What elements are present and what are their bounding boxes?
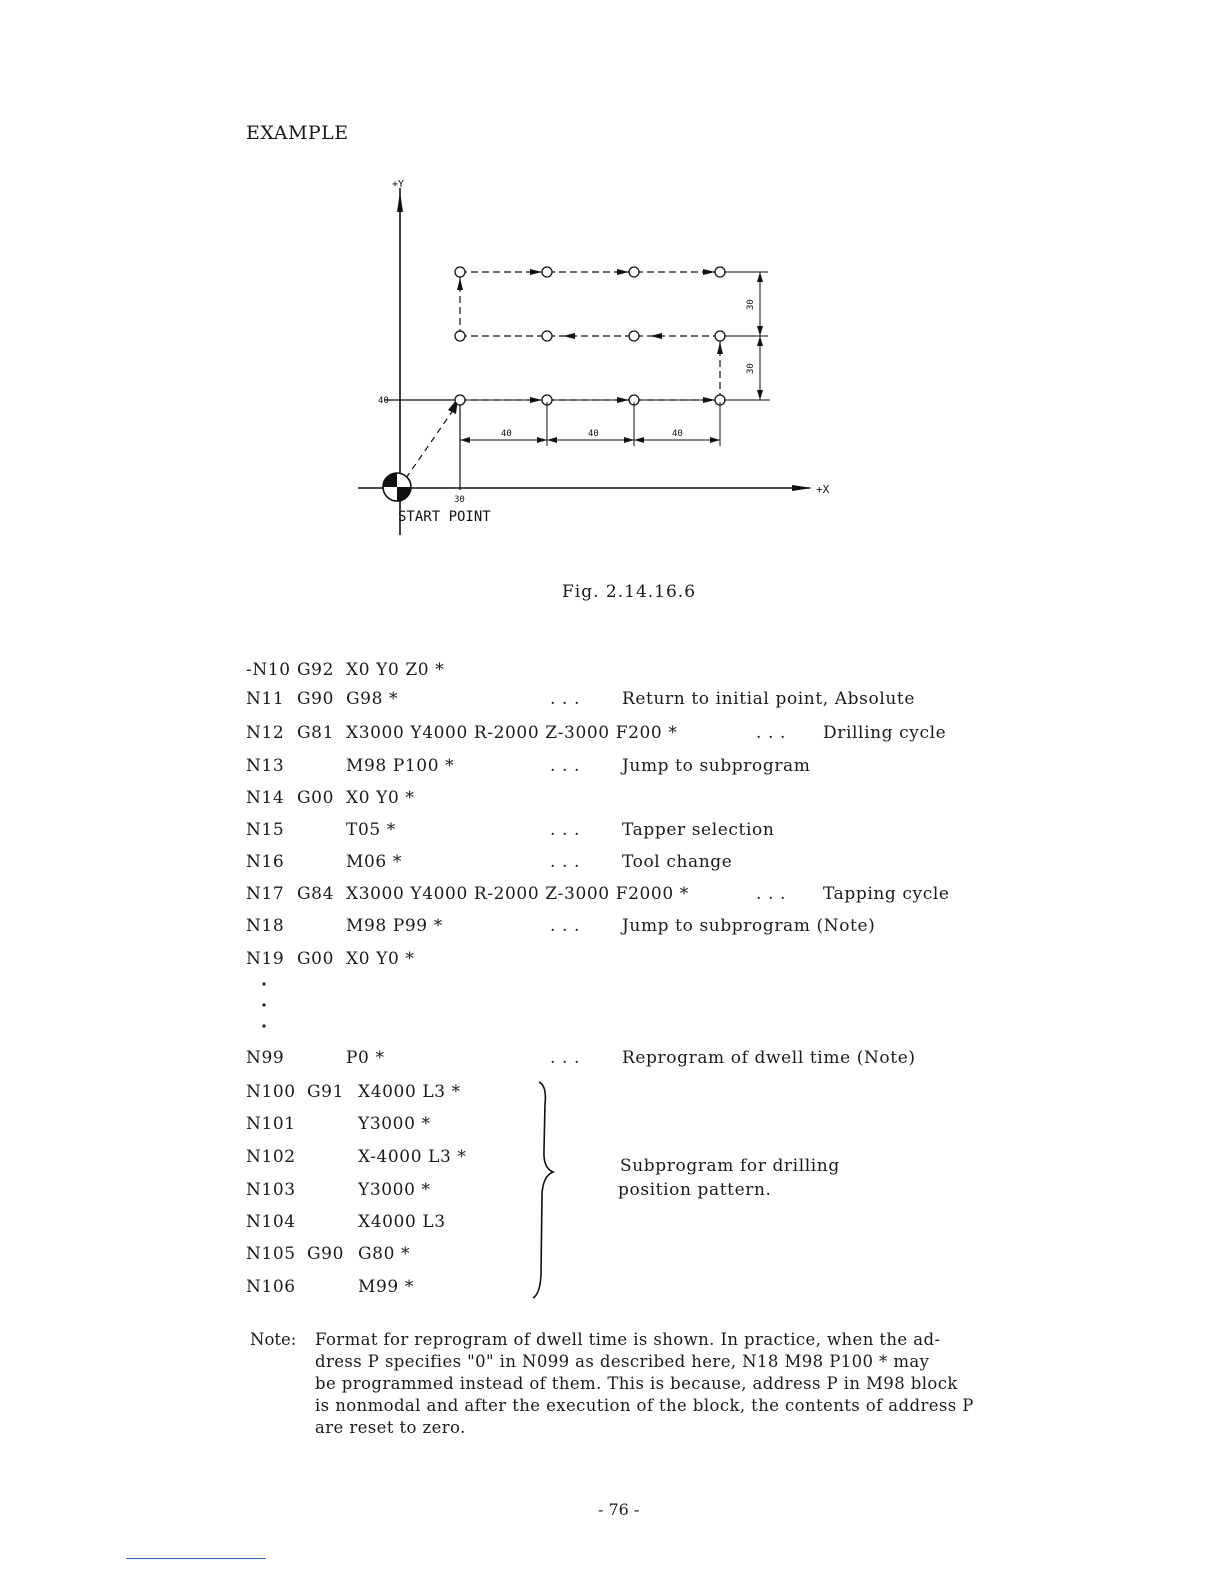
program-line-n10 — [246, 660, 291, 680]
program-line-n17: N17 — [246, 884, 285, 904]
program-line-n13-dots: . . . — [550, 756, 581, 776]
program-line-n104-code: X4000 L3 — [358, 1212, 446, 1232]
heading: EXAMPLE — [246, 122, 349, 144]
program-line-n19: N19 — [246, 949, 285, 969]
program-line-n16-comment: Tool change — [622, 852, 733, 872]
program-line-n17-dots: . . . — [756, 884, 787, 904]
page-number: - 76 - — [598, 1500, 640, 1519]
program-line-n16-dots: . . . — [550, 852, 581, 872]
subprogram-comment-line-2: position pattern. — [618, 1180, 772, 1200]
program-line-n15-comment: Tapper selection — [622, 820, 775, 840]
note-line-4: is nonmodal and after the execution of the block, the contents of address P — [315, 1396, 974, 1415]
program-line-n18-comment: Jump to subprogram (Note) — [622, 916, 876, 936]
program-line-n99-dots: . . . — [550, 1048, 581, 1068]
start-point-marker — [383, 473, 411, 501]
program-line-n101: N101 — [246, 1114, 296, 1134]
program-line-n100: N100 — [246, 1082, 296, 1102]
block-number: -N10 — [246, 660, 291, 680]
program-line-n10-g: G92 — [297, 660, 335, 680]
program-line-n99: N99 — [246, 1048, 285, 1068]
program-line-n12-dots: . . . — [756, 723, 787, 743]
subprogram-brace — [525, 1080, 565, 1302]
dim-x-label-2: 40 — [588, 429, 599, 439]
program-line-n17-comment: Tapping cycle — [823, 884, 950, 904]
program-line-n105: N105 — [246, 1244, 296, 1264]
note-line-3: be programmed instead of them. This is because, address P in M98 block — [315, 1374, 958, 1393]
program-line-n13-code: M98 P100 * — [346, 756, 455, 776]
note-line-1: Format for reprogram of dwell time is shown. In practice, when the ad- — [315, 1330, 941, 1349]
program-line-n18-code: M98 P99 * — [346, 916, 443, 936]
program-line-n106: N106 — [246, 1277, 296, 1297]
x-tick-30: 30 — [454, 495, 465, 505]
subprogram-comment-line-1: Subprogram for drilling — [620, 1156, 840, 1176]
program-line-n18-dots: . . . — [550, 916, 581, 936]
note-text — [315, 1329, 1055, 1439]
tool-path — [460, 272, 720, 400]
ellipsis-vertical — [260, 980, 270, 1032]
dim-x-label-1: 40 — [501, 429, 512, 439]
program-line-n11-code: G98 * — [346, 689, 399, 709]
y-axis-arrow — [397, 192, 403, 212]
program-line-n105-g: G90 — [307, 1244, 345, 1264]
program-line-n18: N18 — [246, 916, 285, 936]
program-line-n99-code: P0 * — [346, 1048, 385, 1068]
program-line-n102-code: X-4000 L3 * — [358, 1147, 467, 1167]
program-line-n14: N14 — [246, 788, 285, 808]
note-label: Note: — [250, 1330, 297, 1349]
program-line-n16-code: M06 * — [346, 852, 402, 872]
program-line-n104: N104 — [246, 1212, 296, 1232]
dim-x-label-3: 40 — [672, 429, 683, 439]
program-line-n11-dots: . . . — [550, 689, 581, 709]
approach-path — [406, 406, 456, 478]
program-line-n102: N102 — [246, 1147, 296, 1167]
figure-caption: Fig. 2.14.16.6 — [562, 582, 697, 602]
x-axis-arrow — [792, 485, 812, 491]
program-line-n10-code: X0 Y0 Z0 * — [346, 660, 445, 680]
program-line-n19-code: X0 Y0 * — [346, 949, 415, 969]
program-line-n103: N103 — [246, 1180, 296, 1200]
program-line-n101-code: Y3000 * — [358, 1114, 431, 1134]
program-line-n103-code: Y3000 * — [358, 1180, 431, 1200]
program-line-n15-dots: . . . — [550, 820, 581, 840]
program-line-n105-code: G80 * — [358, 1244, 411, 1264]
x-axis-label: +X — [816, 483, 830, 496]
program-line-n15-code: T05 * — [346, 820, 396, 840]
program-line-n12-code: X3000 Y4000 R-2000 Z-3000 F200 * — [346, 723, 678, 743]
dimension-extension-lines — [547, 272, 768, 446]
program-line-n12-comment: Drilling cycle — [823, 723, 947, 743]
program-line-n17-code: X3000 Y4000 R-2000 Z-3000 F2000 * — [346, 884, 689, 904]
dim-y-label-1: 30 — [746, 299, 756, 310]
program-line-n100-code: X4000 L3 * — [358, 1082, 461, 1102]
y-axis-label: +Y — [392, 179, 405, 190]
note-line-2: dress P specifies "0" in N099 as described here, N18 M98 P100 * may — [315, 1352, 930, 1371]
program-line-n15: N15 — [246, 820, 285, 840]
program-line-n19-g: G00 — [297, 949, 335, 969]
program-line-n11-g: G90 — [297, 689, 335, 709]
footer-line — [126, 1558, 266, 1559]
program-line-n16: N16 — [246, 852, 285, 872]
program-line-n12-g: G81 — [297, 723, 335, 743]
y-tick-40: 40 — [378, 396, 389, 406]
note-line-5: are reset to zero. — [315, 1418, 466, 1437]
program-line-n13-comment: Jump to subprogram — [622, 756, 811, 776]
program-line-n12: N12 — [246, 723, 285, 743]
program-line-n106-code: M99 * — [358, 1277, 414, 1297]
program-line-n99-comment: Reprogram of dwell time (Note) — [622, 1048, 916, 1068]
drilling-pattern-figure — [340, 170, 860, 550]
start-point-label: START POINT — [398, 509, 491, 525]
program-line-n11-comment: Return to initial point, Absolute — [622, 689, 915, 709]
program-line-n100-g: G91 — [307, 1082, 345, 1102]
program-line-n14-code: X0 Y0 * — [346, 788, 415, 808]
program-line-n13: N13 — [246, 756, 285, 776]
program-line-n11: N11 — [246, 689, 285, 709]
program-line-n17-g: G84 — [297, 884, 335, 904]
program-line-n14-g: G00 — [297, 788, 335, 808]
dim-y-label-2: 30 — [746, 363, 756, 374]
